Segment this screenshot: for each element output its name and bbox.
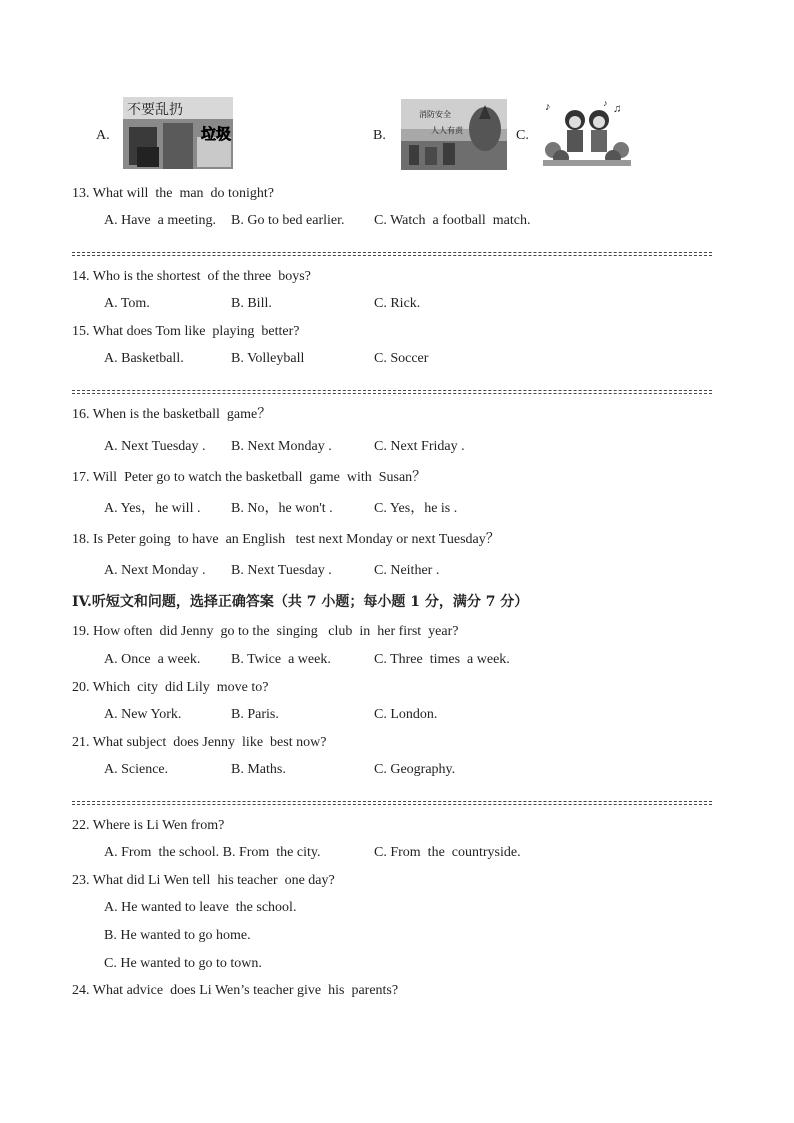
q17-option-a: A. Yes，he will .	[104, 501, 201, 516]
question-14: 14. Who is the shortest of the three boys?	[72, 269, 311, 284]
q20-option-a: A. New York.	[104, 707, 182, 722]
q15-option-a: A. Basketball.	[104, 351, 184, 366]
question-22: 22. Where is Li Wen from?	[72, 818, 225, 833]
singing-kids-image	[541, 98, 633, 168]
q19-option-b: B. Twice a week.	[231, 652, 331, 667]
garbage-text: 垃圾	[201, 125, 232, 143]
q21-option-a: A. Science.	[104, 762, 169, 777]
option-a-label: A.	[96, 128, 110, 143]
q19-option-c: C. Three times a week.	[374, 652, 510, 667]
no-littering-text: 不要乱扔	[127, 102, 183, 118]
svg-text:♪: ♪	[603, 98, 608, 108]
q13-option-a: A. Have a meeting.	[104, 213, 216, 228]
fire-safety-text: 消防安全	[419, 110, 451, 119]
question-17: 17. Will Peter go to watch the basketball game with Susan？	[72, 470, 427, 485]
q23-option-a: A. He wanted to leave the school.	[104, 900, 297, 915]
q23-option-b: B. He wanted to go home.	[104, 928, 251, 943]
option-b-label: B.	[373, 128, 386, 143]
section-divider	[72, 390, 712, 391]
question-13: 13. What will the man do tonight?	[72, 186, 274, 201]
q13-option-c: C. Watch a football match.	[374, 213, 531, 228]
q21-option-b: B. Maths.	[231, 762, 286, 777]
q17-option-c: C. Yes，he is .	[374, 501, 458, 516]
responsibility-text: 人人有责	[431, 126, 463, 135]
question-24: 24. What advice does Li Wen’s teacher give his parents?	[72, 983, 399, 998]
question-16: 16. When is the basketball game？	[72, 407, 272, 422]
section-divider	[72, 801, 712, 802]
q14-option-b: B. Bill.	[231, 296, 272, 311]
q16-option-c: C. Next Friday .	[374, 439, 465, 454]
q18-option-a: A. Next Monday .	[104, 563, 206, 578]
svg-text:♪: ♪	[545, 101, 551, 113]
q23-option-c: C. He wanted to go to town.	[104, 956, 262, 971]
q13-option-b: B. Go to bed earlier.	[231, 213, 345, 228]
section-4-heading: IV.听短文和问题，选择正确答案（共 7 小题；每小题 1 分，满分 7 分）	[72, 594, 529, 610]
q16-option-b: B. Next Monday .	[231, 439, 332, 454]
no-littering-image	[123, 97, 233, 169]
q14-option-a: A. Tom.	[104, 296, 150, 311]
q20-option-c: C. London.	[374, 707, 438, 722]
q18-option-b: B. Next Tuesday .	[231, 563, 332, 578]
q22-option-c: C. From the countryside.	[374, 845, 521, 860]
fire-safety-image	[401, 99, 507, 170]
q18-option-c: C. Neither .	[374, 563, 440, 578]
svg-text:♫: ♫	[613, 103, 622, 115]
q19-option-a: A. Once a week.	[104, 652, 201, 667]
question-20: 20. Which city did Lily move to?	[72, 680, 269, 695]
q15-option-b: B. Volleyball	[231, 351, 305, 366]
q16-option-a: A. Next Tuesday .	[104, 439, 206, 454]
question-19: 19. How often did Jenny go to the singing club in her first year?	[72, 624, 459, 639]
question-21: 21. What subject does Jenny like best now?	[72, 735, 327, 750]
q21-option-c: C. Geography.	[374, 762, 456, 777]
q22-option-ab: A. From the school. B. From the city.	[104, 845, 321, 860]
q14-option-c: C. Rick.	[374, 296, 421, 311]
q20-option-b: B. Paris.	[231, 707, 279, 722]
question-18: 18. Is Peter going to have an English test next Monday or next Tuesday？	[72, 532, 500, 547]
q17-option-b: B. No，he won't .	[231, 501, 333, 516]
question-23: 23. What did Li Wen tell his teacher one day?	[72, 873, 335, 888]
option-c-label: C.	[516, 128, 529, 143]
question-15: 15. What does Tom like playing better?	[72, 324, 300, 339]
section-divider	[72, 252, 712, 253]
q15-option-c: C. Soccer	[374, 351, 429, 366]
